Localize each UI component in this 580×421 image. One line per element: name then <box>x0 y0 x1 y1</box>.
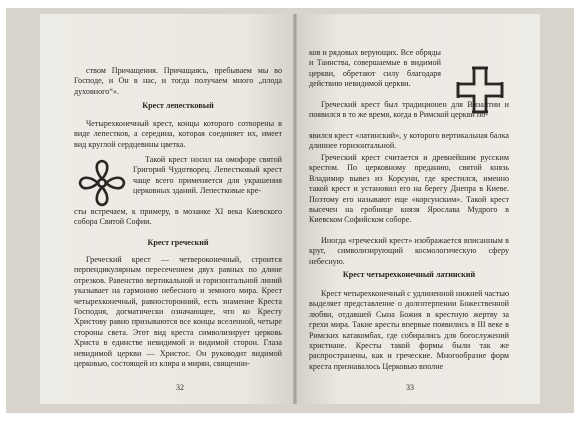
latin-cross-heading: Крест четырехконечный латинский <box>342 270 476 279</box>
right-para3: Иногда «греческий крест» изображается вписанным в круг, символизирующий космологическую сферу небесную. <box>309 236 509 266</box>
left-page-number: 32 <box>176 383 184 392</box>
latin-cross-para: Крест четырехконечный с удлиненной нижней частью выделяет представление о долготерпении Божественной любви, отдавшей Сына Божия в крестную жертву за грехи мира. Такие кресты впервые появились в III веке в Римских катакомбах, где собирались для богослужений христиане. Кресты такой формы были так же распространены, как и греческие. Многообразие форм креста признавалось Церковью вполне <box>309 289 509 371</box>
lobed-cross-para1: Четырехконечный крест, концы которого сотворены в виде лепестков, а середина, которая соединяет их, имеет вид круглой сердцевины цветка. <box>74 119 282 149</box>
book-gutter <box>293 14 297 404</box>
greek-cross-heading: Крест греческий <box>147 238 209 247</box>
right-para2: Греческий крест считается и древнейшим русским крестом. По церковному преданию, святой князь Владимир вывез из Корсуни, где крестился, именно такой крест и установил его на берегу Днепра в Киеве. Поэтому его называют еще «корсунским». Такой крест высечен на гробнице князя Ярослава Мудрого в Киевском Софийском соборе. <box>309 153 509 225</box>
right-para1-side: Греческий крест был традиционен для Византии и появился в то же время, когда в Римской церкви по- <box>309 100 509 120</box>
left-top-text: ством Причащения. Причащаясь, пребываем мы во Господе, и Он в нас, и тогда получаем много „плода духовного“». <box>74 66 282 96</box>
right-page-number: 33 <box>406 383 414 392</box>
right-para1-full: явился крест «латинский», у которого вертикальная балка длиннее горизонтальной. <box>309 131 509 151</box>
greek-cross-para: Греческий крест — четвероконечный, строится перпендикулярным пересечением двух равных по длине отрезков. Равенство вертикальной и горизонтальной линий указывает на гармонию небесного и земного мира. Крест четырехконечный, равносторонний, есть знамение Креста Господня, догматически означающее, что ко Кресту Христову равно призываются все концы вселенной, четыре стороны света. Этот вид креста символизирует церковь Христа в единстве невидимой и видимой сторон. Глаза невидимой церкви — Христос. Он руководит видимой церковью, состоящей из клира и мирян, священни- <box>74 255 282 369</box>
lobed-cross-para2-full: сты встречаем, к примеру, в мозаике XI века Киевского собора Святой Софии. <box>74 207 282 227</box>
lobed-cross-icon <box>77 158 127 208</box>
lobed-cross-para2-side: Такой крест носил на омофоре святой Григорий Чудотворец. Лепестковый крест чаще всего применяется для украшения церковных зданий. Лепестковые кре- <box>133 155 282 196</box>
lobed-cross-heading: Крест лепестковый <box>142 101 214 110</box>
right-side-text: ков и рядовых верующих. Все обряды и Таинства, совершаемые в видимой церкви, обретают силу благодаря действию невидимой церкви. <box>309 48 441 89</box>
